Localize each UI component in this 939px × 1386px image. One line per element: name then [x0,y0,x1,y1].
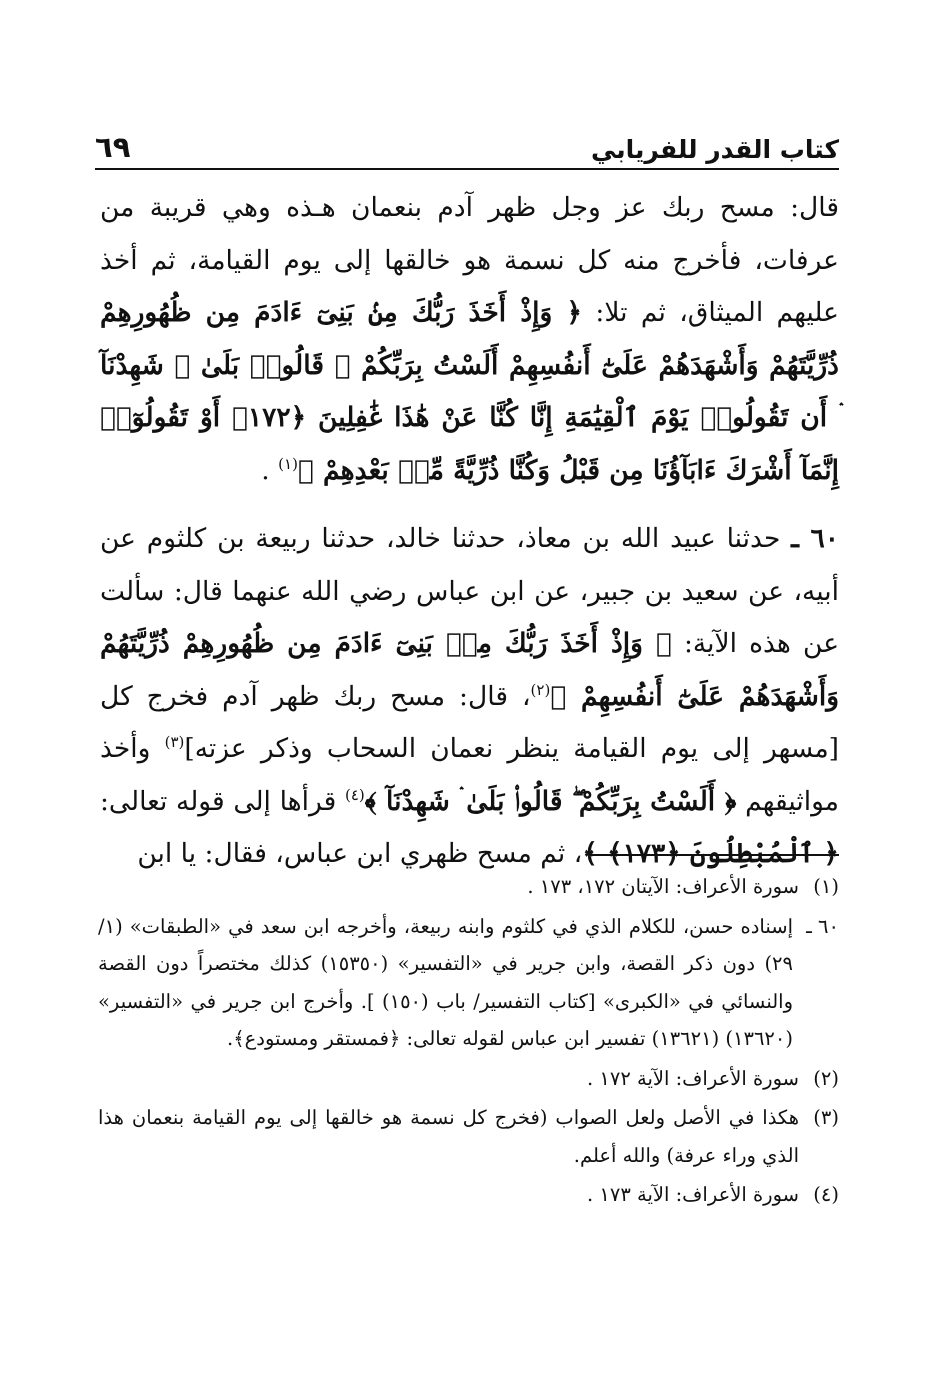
paragraph-text: وأخذ مواثيقهم [100,733,839,817]
footnote-text: سورة الأعراف: الآيتان ١٧٢، ١٧٣ . [527,875,799,898]
footnote-mark: ٦٠ ـ [806,914,839,938]
paragraph-text: قرأها إلى قوله تعالى: [100,785,345,817]
footnote-separator [591,854,839,856]
main-text [100,182,839,881]
footnote-ref[interactable]: (٢) [530,680,551,699]
footnote-item [98,868,839,906]
paragraph-text: ، قال: مسح ربك ظهر آدم فخرج كل [مسهر إلى يوم القيامة ينظر نعمان السحاب وذكر عزته] [100,680,840,764]
quran-verse: ﴿ وَإِذْ أَخَذَ رَبُّكَ مِنۢ بَنِىٓ ءَادَمَ مِن ظُهُورِهِمْ ذُرِّيَّتَهُمْ وَأَشْهَدَهُمْ عَلَىٰٓ أَنفُسِهِمْ أَلَسْتُ بِرَبِّكُمْ ۖ قَالُوا۟ بَلَىٰ ۛ شَهِدْنَآ ۛ أَن تَقُولُوا۟ يَوْمَ ٱلْقِيَٰمَةِ إِنَّا كُنَّا عَنْ هَٰذَا غَٰفِلِينَ ﴿١٧٢﴾ أَوْ تَقُولُوٓا۟ إِنَّمَآ أَشْرَكَ ءَابَآؤُنَا مِن قَبْلُ وَكُنَّا ذُرِّيَّةً مِّنۢ بَعْدِهِمْ ﴾ [100,297,839,486]
paragraph-continuation [100,182,839,497]
book-title: كتاب القدر للفريابي [590,135,839,164]
footnote-text: هكذا في الأصل ولعل الصواب (فخرج كل نسمة هو خالقها إلى يوم القيامة بنعمان هذا الذي وراء عرفة) والله أعلم. [98,1106,799,1167]
paragraph-text: ، ثم مسح ظهري ابن عباس، فقال: يا ابن [137,838,583,869]
hadith-number: ٦٠ ـ [791,523,839,554]
page-number: ٦٩ [95,130,131,164]
paragraph-text: . [261,454,279,486]
footnote-ref[interactable]: (٣) [164,733,185,752]
footnote-ref[interactable]: (٤) [345,785,365,804]
footnote-item [98,1176,839,1214]
footnote-ref[interactable]: (١) [278,454,298,473]
footnote-mark: (٢) [813,1066,839,1090]
footnotes [98,868,839,1214]
footnote-text: سورة الأعراف: الآية ١٧٢ . [586,1066,799,1090]
footnote-item [98,1099,839,1174]
footnote-mark: (١) [813,875,839,898]
footnote-mark: (٣) [813,1106,839,1129]
footnote-mark: (٤) [813,1183,839,1206]
footnote-item [98,908,839,1058]
quran-verse: ﴿ وَإِذْ أَخَذَ رَبُّكَ مِنۢ بَنِىٓ ءَادَمَ مِن ظُهُورِهِمْ ذُرِّيَّتَهُمْ وَأَشْهَدَهُمْ عَلَىٰٓ أَنفُسِهِمْ ﴾ [100,628,839,712]
paragraph-text: قال: مسح ربك عز وجل ظهر آدم بنعمان هـذه وهي قريبة من عرفات، فأخرج منه كل نسمة هو خالقها إلى يوم القيامة، ثم أخذ عليهم الميثاق، ثم تلا: [100,192,839,328]
quran-verse: ﴿ أَلَسْتُ بِرَبِّكُمْ ۖ قَالُوا۟ بَلَىٰ ۛ شَهِدْنَآ ﴾ [364,785,737,817]
footnote-text: سورة الأعراف: الآية ١٧٣ . [586,1183,799,1206]
page-header [95,124,839,170]
footnote-text: إسناده حسن، للكلام الذي في كلثوم وابنه ربيعة، وأخرجه ابن سعد في «الطبقات» (١/ ٢٩) دون ذكر القصة، وابن جرير في «التفسير» (١٥٣٥٠) كذلك مختصراً دون القصة والنسائي في «الكبرى» [كتاب التفسير/ باب (١٥٠) ]. وأخرج ابن جرير في «التفسير» (١٣٦٢٠) (١٣٦٢١) تفسير ابن عباس لقوله تعالى: ﴿فمستقر ومستودع﴾. [98,914,793,1050]
paragraph-hadith-60 [100,513,839,881]
paragraph-text: حدثنا عبيد الله بن معاذ، حدثنا خالد، حدثنا ربيعة بن كلثوم عن أبيه، عن سعيد بن جبير، عن ابن عباس رضي الله عنهما قال: سألت عن هذه الآية: [100,523,840,659]
quran-verse: ﴿ ٱلْمُبْطِلُونَ ﴿١٧٣﴾ ﴾ [582,838,839,869]
footnote-item [98,1060,839,1098]
